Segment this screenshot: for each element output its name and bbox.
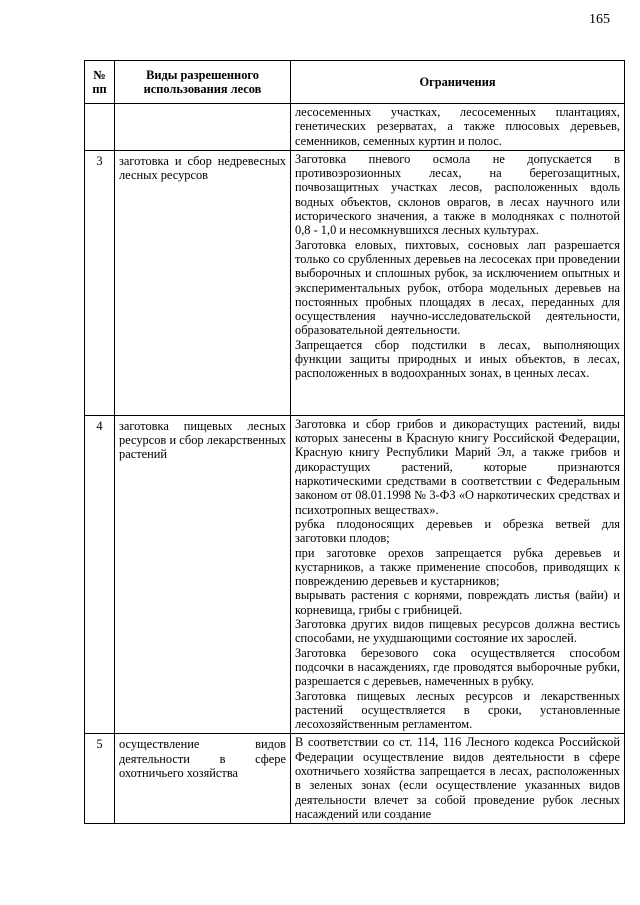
restriction-paragraph: Заготовка и сбор грибов и дикорастущих растений, виды которых занесены в Красную книгу Российской Федерации, Красную книгу Республики Марий Эл, а также грибов и дикорастущих растений, которые признаются наркотическими средствами в соответствии с Федеральным законом от 08.01.1998 № 3-ФЗ «О наркотических средствах и психотропных веществах». — [295, 416, 620, 517]
page-number: 165 — [589, 12, 610, 27]
header-number: № пп — [85, 61, 115, 104]
usage-type: заготовка пищевых лесных ресурсов и сбор лекарственных растений — [115, 415, 291, 734]
row-number: 5 — [85, 734, 115, 824]
table-row — [85, 415, 625, 734]
usage-type — [115, 104, 291, 151]
header-restrictions: Ограничения — [291, 61, 625, 104]
restriction-paragraph: В соответствии со ст. 114, 116 Лесного кодекса Российской Федерации осуществление видов деятельности в сфере охотничьего хозяйства запрещается в лесах, расположенных в зеленых зонах (если осуществление указанных видов деятельности влечет за собой проведение рубок лесных насаждений или создание — [295, 735, 620, 821]
restrictions-cell — [291, 150, 625, 415]
header-usage-type: Виды разрешенного использования лесов — [115, 61, 291, 104]
restriction-paragraph: Заготовка еловых, пихтовых, сосновых лап разрешается только со срубленных деревьев на лесосеках при проведении выборочных и сплошных рубок, за исключением опытных и экспериментальных рубок, отбора модельных деревьев на постоянных пробных площадях в лесах, переданных для осуществления научно-исследовательской деятельности, образовательной деятельности. — [295, 237, 620, 338]
restriction-paragraph: Заготовка березового сока осуществляется способом подсочки в насаждениях, где проводятся выборочные рубки, разрешается с деревьев, намеченных в рубку. — [295, 645, 620, 689]
restriction-paragraph: вырывать растения с корнями, повреждать листья (вайи) и корневища, грибы с грибницей. — [295, 588, 620, 617]
restrictions-cell — [291, 104, 625, 151]
restriction-paragraph: Заготовка других видов пищевых ресурсов должна вестись способами, не ухудшающими состояние их зарослей. — [295, 617, 620, 646]
row-number — [85, 104, 115, 151]
restrictions-table — [84, 60, 625, 824]
row-number: 3 — [85, 150, 115, 415]
restriction-paragraph: Запрещается сбор подстилки в лесах, выполняющих функции защиты природных и иных объектов, в лесах, расположенных в водоохранных зонах, в ценных лесах. — [295, 337, 620, 381]
restriction-paragraph: рубка плодоносящих деревьев и обрезка ветвей для заготовки плодов; — [295, 516, 620, 546]
table-row — [85, 734, 625, 824]
restrictions-cell — [291, 415, 625, 734]
table-row — [85, 150, 625, 415]
restriction-paragraph: Заготовка пневого осмола не допускается в противоэрозионных лесах, на берегозащитных, почвозащитных участках лесов, расположенных вдоль водных объектов, склонов оврагов, в лесах научного или исторического значения, а также в молодняках с полнотой 0,8 - 1,0 и несомкнувшихся лесных культурах. — [295, 151, 620, 238]
row-number: 4 — [85, 415, 115, 734]
usage-type: осуществление видов деятельности в сфере охотничьего хозяйства — [115, 734, 291, 824]
restriction-paragraph: Заготовка пищевых лесных ресурсов и лекарственных растений осуществляется в сроки, установленные лесохозяйственным регламентом. — [295, 688, 620, 732]
restriction-paragraph: лесосеменных участках, лесосеменных плантациях, генетических резерватах, а также плюсовых деревьев, семенников, семенных куртин и полос. — [295, 105, 620, 148]
usage-type: заготовка и сбор недревесных лесных ресурсов — [115, 150, 291, 415]
table-row — [85, 104, 625, 151]
restriction-paragraph: при заготовке орехов запрещается рубка деревьев и кустарников, а также применение способов, приводящих к повреждению деревьев и кустарников; — [295, 545, 620, 589]
table-header-row — [85, 61, 625, 104]
restrictions-cell — [291, 734, 625, 824]
